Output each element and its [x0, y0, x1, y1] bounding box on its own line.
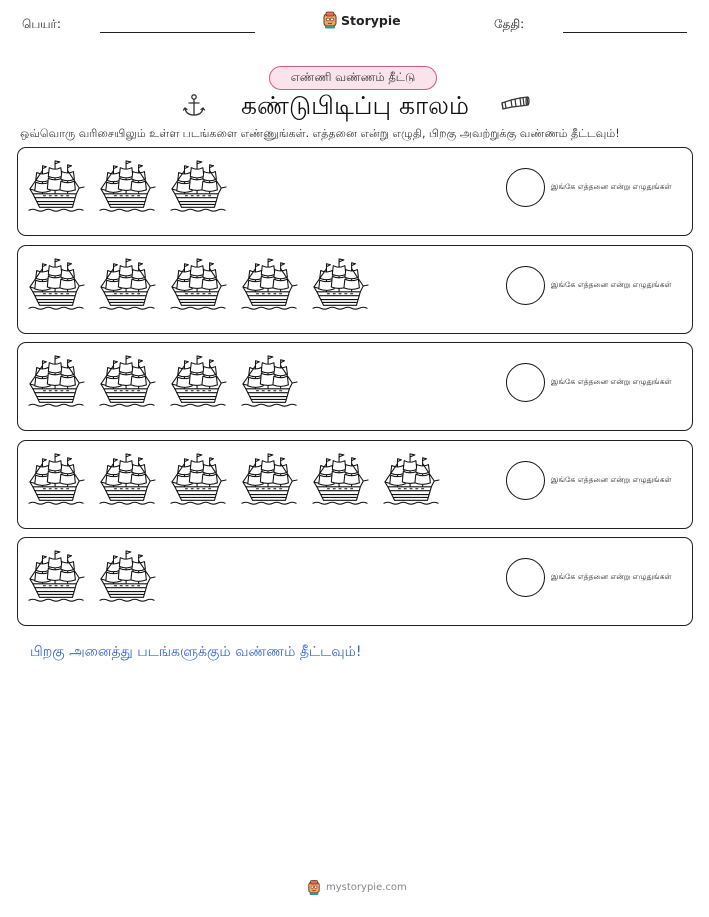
- footer-url[interactable]: mystorypie.com: [326, 882, 407, 893]
- name-field-line: [100, 32, 255, 33]
- ship-group: [28, 546, 157, 616]
- instructions: ஒவ்வொரு வரிசையிலும் உள்ள படங்களை எண்ணுங்கள். எத்தனை என்று எழுதி, பிறகு அவற்றுக்கு வண்ணம் தீட்டவும்!: [20, 127, 620, 140]
- brand-name: Storypie: [341, 12, 401, 28]
- sailing-ship-icon[interactable]: [383, 451, 441, 511]
- sailing-ship-icon[interactable]: [170, 451, 228, 511]
- sailing-ship-icon[interactable]: [312, 451, 370, 511]
- answer-hint: இங்கே எத்தனை என்று எழுதுங்கள்: [551, 377, 672, 386]
- spyglass-icon: [499, 94, 531, 116]
- count-row: [17, 440, 693, 529]
- sailing-ship-icon[interactable]: [28, 353, 86, 413]
- sailing-ship-icon[interactable]: [28, 548, 86, 608]
- storypie-footer-logo-icon: [307, 879, 321, 896]
- sailing-ship-icon[interactable]: [28, 158, 86, 218]
- sailing-ship-icon[interactable]: [99, 256, 157, 316]
- sailing-ship-icon[interactable]: [241, 353, 299, 413]
- sailing-ship-icon[interactable]: [99, 158, 157, 218]
- title-row: [0, 88, 709, 124]
- count-row: [17, 342, 693, 431]
- date-field-line: [563, 32, 687, 33]
- answer-circle[interactable]: [506, 461, 545, 500]
- answer-hint: இங்கே எத்தனை என்று எழுதுங்கள்: [551, 279, 672, 289]
- count-row: [17, 537, 693, 626]
- sailing-ship-icon[interactable]: [170, 353, 228, 413]
- footer: [307, 879, 407, 896]
- sailing-ship-icon[interactable]: [28, 451, 86, 511]
- storypie-logo-icon: [322, 11, 338, 29]
- answer-hint: இங்கே எத்தனை என்று எழுதுங்கள்: [551, 474, 672, 484]
- sailing-ship-icon[interactable]: [170, 256, 228, 316]
- sailing-ship-icon[interactable]: [170, 158, 228, 218]
- brand: [322, 11, 401, 29]
- worksheet-header: [0, 0, 709, 50]
- page-title: கண்டுபிடிப்பு காலம்: [241, 91, 469, 120]
- sailing-ship-icon[interactable]: [99, 353, 157, 413]
- answer-hint: இங்கே எத்தனை என்று எழுதுங்கள்: [551, 182, 672, 191]
- sailing-ship-icon[interactable]: [99, 548, 157, 608]
- count-row: [17, 245, 693, 334]
- answer-circle[interactable]: [506, 363, 545, 402]
- answer-circle[interactable]: [506, 558, 545, 597]
- answer-circle[interactable]: [506, 266, 545, 305]
- sailing-ship-icon[interactable]: [312, 256, 370, 316]
- sailing-ship-icon[interactable]: [241, 451, 299, 511]
- count-row: [17, 147, 693, 236]
- name-label: பெயர்:: [22, 17, 61, 31]
- sailing-ship-icon[interactable]: [28, 256, 86, 316]
- color-all-instruction: பிறகு அனைத்து படங்களுக்கும் வண்ணம் தீட்டவும்!: [30, 644, 362, 660]
- ship-group: [28, 254, 370, 324]
- ship-group: [28, 156, 228, 226]
- answer-hint: இங்கே எத்தனை என்று எழுதுங்கள்: [551, 572, 672, 581]
- ship-group: [28, 351, 299, 421]
- ship-group: [28, 449, 441, 519]
- sailing-ship-icon[interactable]: [241, 256, 299, 316]
- date-label: தேதி:: [494, 17, 525, 31]
- anchor-icon: [182, 93, 206, 119]
- sailing-ship-icon[interactable]: [99, 451, 157, 511]
- answer-circle[interactable]: [506, 168, 545, 207]
- activity-tag: எண்ணி வண்ணம் தீட்டு: [269, 66, 437, 90]
